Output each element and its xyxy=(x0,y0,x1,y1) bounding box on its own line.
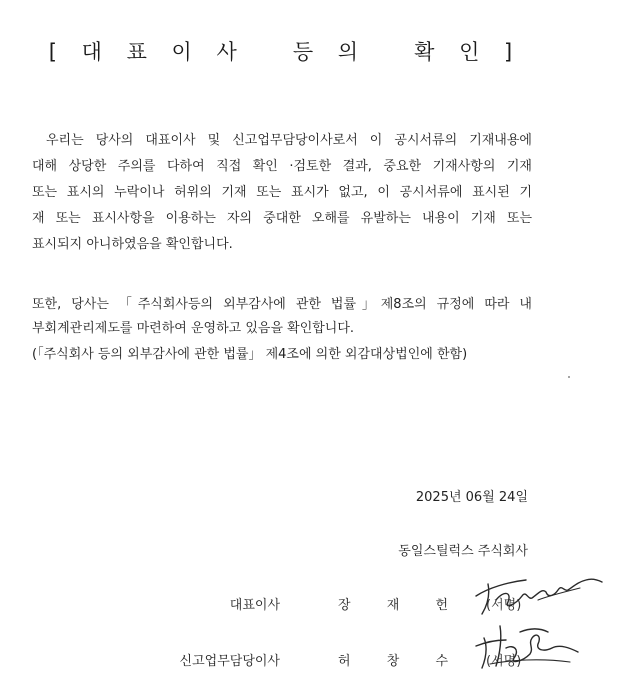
paragraph-line: 부회계관리제도를 마련하여 운영하고 있음을 확인합니다. xyxy=(32,321,355,336)
signatory-ceo xyxy=(0,594,644,618)
signatory-role: 대표이사 xyxy=(229,598,280,613)
paragraph-note: (「주식회사 등의 외부감사에 관한 법률」 제4조에 의한 외감대상법인에 한함) xyxy=(32,347,468,362)
company-name: 동일스틸럭스 주식회사 xyxy=(398,544,528,559)
signatory-name xyxy=(338,650,448,669)
signatory-disclosure-officer xyxy=(0,650,644,674)
signature-seal-label: (서명) xyxy=(486,598,522,613)
scan-speck xyxy=(568,376,570,378)
document-date: 2025년 06월 24일 xyxy=(415,490,528,505)
name-char: 허 xyxy=(338,654,351,669)
signatory-name xyxy=(338,594,448,613)
paragraph-line: 또는 표시의 누락이나 허위의 기재 또는 표시가 없고, 이 공시서류에 표시된 기 xyxy=(32,185,532,200)
paragraph-line: 또한, 당사는 「주식회사등의 외부감사에 관한 법률」제8조의 규정에 따라 내 xyxy=(32,297,532,312)
signatory-role: 신고업무담당이사 xyxy=(179,654,280,669)
internal-control-paragraph xyxy=(32,292,532,370)
signature-seal-label: (서명) xyxy=(486,654,522,669)
paragraph-line: 표시되지 아니하였음을 확인합니다. xyxy=(32,237,233,252)
paragraph-line: 대해 상당한 주의를 다하여 직접 확인 ·검토한 결과, 중요한 기재사항의 기재 xyxy=(32,159,532,174)
confirmation-paragraph xyxy=(32,128,532,258)
name-char: 재 xyxy=(386,598,400,613)
name-char: 장 xyxy=(338,598,351,613)
name-char: 헌 xyxy=(435,598,448,613)
paragraph-line: 재 또는 표시사항을 이용하는 자의 중대한 오해를 유발하는 내용이 기재 또는 xyxy=(32,211,532,226)
paragraph-line: 우리는 당사의 대표이사 및 신고업무담당이사로서 이 공시서류의 기재내용에 xyxy=(46,133,532,148)
name-char: 수 xyxy=(435,654,448,669)
document-title: [ 대 표 이 사 등 의 확 인 ] xyxy=(48,40,522,64)
name-char: 창 xyxy=(386,654,400,669)
